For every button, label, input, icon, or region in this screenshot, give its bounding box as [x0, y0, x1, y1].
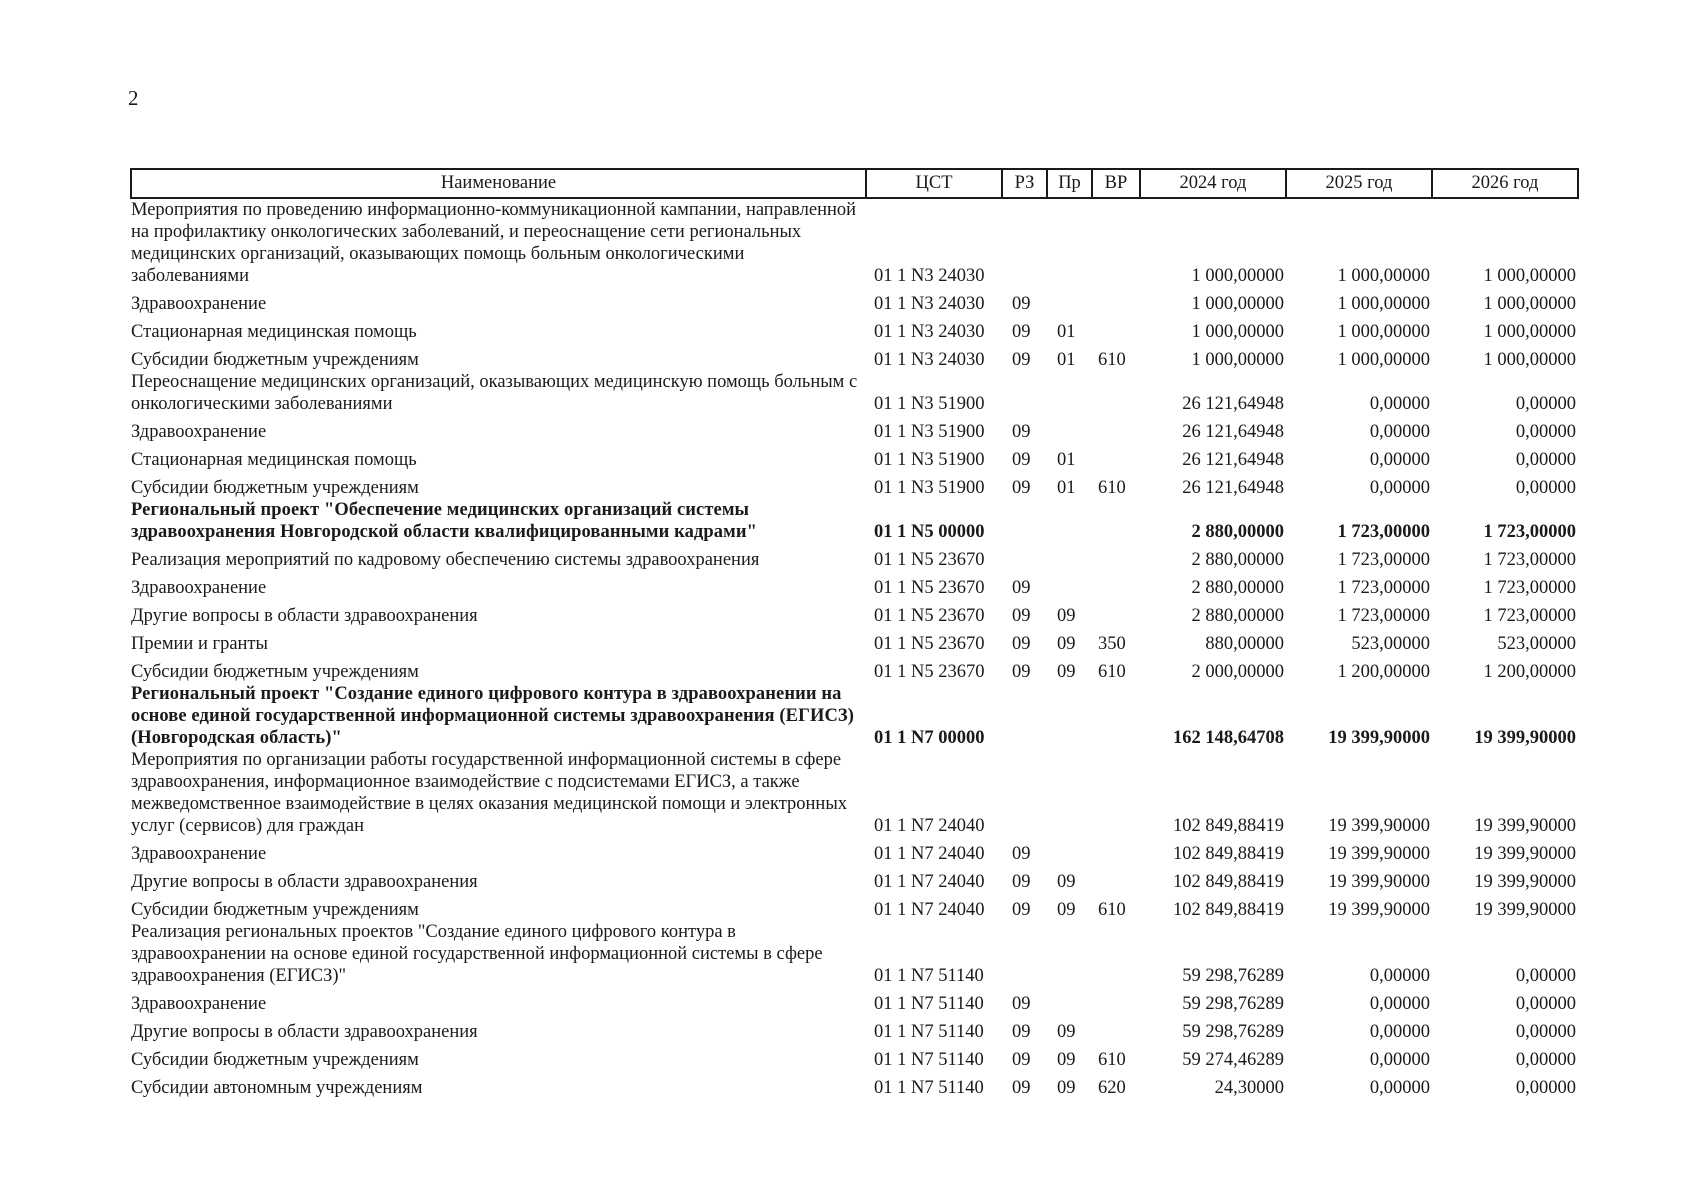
row-cst: 01 1 N5 23670: [874, 606, 985, 626]
row-vr: [1092, 571, 1140, 599]
row-vr: [1092, 415, 1140, 443]
table-row: [131, 599, 1578, 627]
table-row: [131, 749, 1578, 837]
row-2024: 102 849,88419: [1173, 900, 1284, 920]
row-cst: 01 1 N5 00000: [874, 522, 985, 542]
page-number: 2: [128, 86, 139, 110]
row-pr: [1047, 198, 1092, 287]
row-vr: [1092, 599, 1140, 627]
row-2024: 26 121,64948: [1182, 478, 1284, 498]
row-rz: 09: [1012, 606, 1031, 626]
row-cst: 01 1 N3 24030: [874, 266, 985, 286]
row-cst: 01 1 N7 24040: [874, 900, 985, 920]
row-pr: 01: [1057, 478, 1076, 498]
row-name: Другие вопросы в области здравоохранения: [131, 606, 478, 626]
row-2024: 24,30000: [1214, 1078, 1284, 1098]
row-2026: 1 723,00000: [1483, 578, 1576, 598]
row-2026: 0,00000: [1515, 394, 1576, 414]
row-rz: [1002, 683, 1047, 749]
row-rz: 09: [1012, 1050, 1031, 1070]
table-body: [131, 198, 1578, 1099]
row-2024: 102 849,88419: [1173, 872, 1284, 892]
row-2024: 880,00000: [1205, 634, 1284, 654]
row-2025: 19 399,90000: [1328, 728, 1430, 748]
row-2026: 0,00000: [1515, 1022, 1576, 1042]
row-2026: 1 000,00000: [1483, 350, 1576, 370]
row-2026: 19 399,90000: [1474, 844, 1576, 864]
row-rz: 09: [1012, 294, 1031, 314]
row-2025: 1 000,00000: [1337, 322, 1430, 342]
header-rz: РЗ: [1002, 169, 1047, 198]
row-2026: 19 399,90000: [1474, 728, 1576, 748]
row-2024: 59 298,76289: [1182, 966, 1284, 986]
row-vr: [1092, 443, 1140, 471]
row-2026: 0,00000: [1515, 450, 1576, 470]
table-row: [131, 1043, 1578, 1071]
row-2025: 0,00000: [1369, 1050, 1430, 1070]
row-pr: 09: [1057, 1078, 1076, 1098]
row-2026: 19 399,90000: [1474, 816, 1576, 836]
table-row: [131, 837, 1578, 865]
row-2025: 0,00000: [1369, 1022, 1430, 1042]
row-rz: [1002, 543, 1047, 571]
row-2025: 0,00000: [1369, 422, 1430, 442]
row-rz: 09: [1012, 422, 1031, 442]
row-2025: 19 399,90000: [1328, 900, 1430, 920]
row-pr: [1047, 415, 1092, 443]
table-row: [131, 343, 1578, 371]
header-2026: 2026 год: [1432, 169, 1578, 198]
row-rz: 09: [1012, 1022, 1031, 1042]
row-2026: 1 723,00000: [1483, 550, 1576, 570]
table-row: [131, 921, 1578, 987]
table-row: [131, 1071, 1578, 1099]
row-2025: 0,00000: [1369, 1078, 1430, 1098]
row-2024: 26 121,64948: [1182, 394, 1284, 414]
row-2024: 1 000,00000: [1191, 350, 1284, 370]
row-vr: [1092, 921, 1140, 987]
row-vr: [1092, 499, 1140, 543]
row-rz: [1002, 499, 1047, 543]
row-2026: 0,00000: [1515, 1050, 1576, 1070]
row-rz: 09: [1012, 900, 1031, 920]
table-row: [131, 571, 1578, 599]
row-cst: 01 1 N3 24030: [874, 322, 985, 342]
header-pr: Пр: [1047, 169, 1092, 198]
header-cst: ЦСТ: [866, 169, 1002, 198]
row-vr: 610: [1098, 662, 1126, 682]
row-vr: 610: [1098, 1050, 1126, 1070]
row-name: Мероприятия по проведению информационно-коммуникационной кампании, направленной на профилактику онкологических заболеваний, и переоснащение сети региональных медицинских организаций, оказывающих помощь больным онкологическими заболеваниями: [131, 200, 857, 286]
row-2025: 0,00000: [1369, 994, 1430, 1014]
table-row: [131, 371, 1578, 415]
row-rz: [1002, 198, 1047, 287]
row-cst: 01 1 N3 24030: [874, 294, 985, 314]
row-cst: 01 1 N7 24040: [874, 872, 985, 892]
row-name: Здравоохранение: [131, 294, 267, 314]
table-row: [131, 415, 1578, 443]
header-row: [131, 169, 1578, 198]
row-2024: 59 274,46289: [1182, 1050, 1284, 1070]
row-2024: 2 880,00000: [1191, 550, 1284, 570]
row-2026: 19 399,90000: [1474, 900, 1576, 920]
row-cst: 01 1 N3 24030: [874, 350, 985, 370]
row-2025: 19 399,90000: [1328, 816, 1430, 836]
row-rz: 09: [1012, 872, 1031, 892]
row-2026: 1 200,00000: [1483, 662, 1576, 682]
row-pr: [1047, 749, 1092, 837]
row-cst: 01 1 N7 24040: [874, 844, 985, 864]
budget-table: [130, 168, 1579, 1099]
row-name: Субсидии бюджетным учреждениям: [131, 900, 419, 920]
row-2025: 0,00000: [1369, 394, 1430, 414]
row-pr: 01: [1057, 450, 1076, 470]
table-row: [131, 287, 1578, 315]
row-cst: 01 1 N3 51900: [874, 394, 985, 414]
row-name: Переоснащение медицинских организаций, оказывающих медицинскую помощь больным с онкологическими заболеваниями: [131, 372, 858, 414]
row-vr: [1092, 315, 1140, 343]
row-vr: 350: [1098, 634, 1126, 654]
row-cst: 01 1 N3 51900: [874, 450, 985, 470]
row-2026: 0,00000: [1515, 478, 1576, 498]
row-2024: 2 000,00000: [1191, 662, 1284, 682]
row-2025: 1 000,00000: [1337, 266, 1430, 286]
row-name: Премии и гранты: [131, 634, 268, 654]
row-pr: [1047, 543, 1092, 571]
row-2025: 1 723,00000: [1337, 550, 1430, 570]
row-pr: 09: [1057, 606, 1076, 626]
row-pr: [1047, 287, 1092, 315]
row-rz: 09: [1012, 578, 1031, 598]
row-pr: 01: [1057, 350, 1076, 370]
row-2024: 162 148,64708: [1173, 728, 1284, 748]
row-cst: 01 1 N7 51140: [874, 1022, 984, 1042]
row-name: Субсидии бюджетным учреждениям: [131, 350, 419, 370]
row-vr: [1092, 543, 1140, 571]
row-name: Субсидии автономным учреждениям: [131, 1078, 423, 1098]
row-pr: 09: [1057, 634, 1076, 654]
row-2024: 2 880,00000: [1191, 522, 1284, 542]
table-row: [131, 499, 1578, 543]
row-2024: 1 000,00000: [1191, 322, 1284, 342]
row-2024: 26 121,64948: [1182, 422, 1284, 442]
row-vr: [1092, 837, 1140, 865]
row-vr: 620: [1098, 1078, 1126, 1098]
header-name: Наименование: [131, 169, 866, 198]
header-2025: 2025 год: [1286, 169, 1432, 198]
row-rz: 09: [1012, 994, 1031, 1014]
header-2024: 2024 год: [1140, 169, 1286, 198]
row-2025: 1 200,00000: [1337, 662, 1430, 682]
row-cst: 01 1 N5 23670: [874, 634, 985, 654]
row-cst: 01 1 N7 00000: [874, 728, 985, 748]
row-vr: [1092, 683, 1140, 749]
table-row: [131, 543, 1578, 571]
row-2026: 0,00000: [1515, 422, 1576, 442]
row-rz: [1002, 921, 1047, 987]
row-vr: 610: [1098, 478, 1126, 498]
row-name: Мероприятия по организации работы государственной информационной системы в сфере здравоохранения, информационное взаимодействие с подсистемами ЕГИСЗ, а также межведомственное взаимодействие в целях оказания медицинской помощи и электронных услуг (сервисов) для граждан: [131, 750, 847, 836]
row-pr: 09: [1057, 1022, 1076, 1042]
row-name: Субсидии бюджетным учреждениям: [131, 478, 419, 498]
row-pr: [1047, 683, 1092, 749]
row-2025: 523,00000: [1351, 634, 1430, 654]
table-row: [131, 443, 1578, 471]
row-2024: 26 121,64948: [1182, 450, 1284, 470]
row-vr: 610: [1098, 350, 1126, 370]
header-vr: ВР: [1092, 169, 1140, 198]
row-pr: [1047, 571, 1092, 599]
row-name: Региональный проект "Обеспечение медицинских организаций системы здравоохранения Новгородской области квалифицированными кадрами": [131, 500, 757, 542]
row-pr: 09: [1057, 1050, 1076, 1070]
row-2024: 102 849,88419: [1173, 816, 1284, 836]
row-pr: 09: [1057, 900, 1076, 920]
row-2026: 1 000,00000: [1483, 294, 1576, 314]
row-2026: 0,00000: [1515, 1078, 1576, 1098]
row-vr: [1092, 371, 1140, 415]
row-name: Субсидии бюджетным учреждениям: [131, 1050, 419, 1070]
row-2026: 1 723,00000: [1483, 522, 1576, 542]
row-pr: [1047, 987, 1092, 1015]
row-pr: 01: [1057, 322, 1076, 342]
table-row: [131, 315, 1578, 343]
row-name: Реализация мероприятий по кадровому обеспечению системы здравоохранения: [131, 550, 760, 570]
row-cst: 01 1 N3 51900: [874, 478, 985, 498]
row-name: Здравоохранение: [131, 578, 267, 598]
table-row: [131, 471, 1578, 499]
row-rz: 09: [1012, 662, 1031, 682]
row-2025: 19 399,90000: [1328, 872, 1430, 892]
row-pr: [1047, 837, 1092, 865]
row-vr: [1092, 198, 1140, 287]
row-vr: [1092, 1015, 1140, 1043]
table-row: [131, 683, 1578, 749]
table-header: [131, 169, 1578, 198]
row-rz: 09: [1012, 322, 1031, 342]
row-pr: [1047, 371, 1092, 415]
table-row: [131, 865, 1578, 893]
row-name: Другие вопросы в области здравоохранения: [131, 1022, 478, 1042]
table-row: [131, 655, 1578, 683]
row-rz: 09: [1012, 350, 1031, 370]
table-row: [131, 627, 1578, 655]
row-vr: [1092, 865, 1140, 893]
row-rz: 09: [1012, 1078, 1031, 1098]
row-name: Стационарная медицинская помощь: [131, 450, 417, 470]
table-row: [131, 987, 1578, 1015]
row-cst: 01 1 N3 51900: [874, 422, 985, 442]
row-pr: [1047, 499, 1092, 543]
row-2025: 0,00000: [1369, 966, 1430, 986]
row-cst: 01 1 N7 51140: [874, 994, 984, 1014]
row-2025: 1 723,00000: [1337, 606, 1430, 626]
row-cst: 01 1 N7 24040: [874, 816, 985, 836]
row-rz: 09: [1012, 450, 1031, 470]
table-row: [131, 893, 1578, 921]
row-2026: 1 000,00000: [1483, 322, 1576, 342]
row-2024: 2 880,00000: [1191, 606, 1284, 626]
row-2024: 59 298,76289: [1182, 1022, 1284, 1042]
row-cst: 01 1 N7 51140: [874, 1078, 984, 1098]
row-vr: [1092, 749, 1140, 837]
row-pr: 09: [1057, 662, 1076, 682]
row-name: Другие вопросы в области здравоохранения: [131, 872, 478, 892]
row-2026: 0,00000: [1515, 966, 1576, 986]
row-name: Здравоохранение: [131, 844, 267, 864]
row-2026: 523,00000: [1497, 634, 1576, 654]
row-vr: [1092, 987, 1140, 1015]
row-2024: 2 880,00000: [1191, 578, 1284, 598]
row-rz: 09: [1012, 634, 1031, 654]
row-name: Реализация региональных проектов "Создание единого цифрового контура в здравоохранении на основе единой государственной информационной системы в сфере здравоохранения (ЕГИСЗ)": [131, 922, 823, 986]
row-name: Региональный проект "Создание единого цифрового контура в здравоохранении на основе единой государственной информационной системы здравоохранения (ЕГИСЗ) (Новгородская область)": [131, 684, 855, 748]
row-2025: 0,00000: [1369, 478, 1430, 498]
row-2025: 1 000,00000: [1337, 350, 1430, 370]
row-rz: [1002, 371, 1047, 415]
row-cst: 01 1 N5 23670: [874, 662, 985, 682]
row-2026: 1 723,00000: [1483, 606, 1576, 626]
row-name: Здравоохранение: [131, 994, 267, 1014]
row-pr: 09: [1057, 872, 1076, 892]
row-cst: 01 1 N7 51140: [874, 1050, 984, 1070]
row-name: Здравоохранение: [131, 422, 267, 442]
row-rz: 09: [1012, 478, 1031, 498]
row-2026: 0,00000: [1515, 994, 1576, 1014]
row-cst: 01 1 N5 23670: [874, 578, 985, 598]
row-name: Субсидии бюджетным учреждениям: [131, 662, 419, 682]
table-row: [131, 198, 1578, 287]
row-2024: 102 849,88419: [1173, 844, 1284, 864]
row-2025: 0,00000: [1369, 450, 1430, 470]
row-2026: 1 000,00000: [1483, 266, 1576, 286]
row-rz: [1002, 749, 1047, 837]
table-row: [131, 1015, 1578, 1043]
row-pr: [1047, 921, 1092, 987]
row-2024: 59 298,76289: [1182, 994, 1284, 1014]
row-2024: 1 000,00000: [1191, 294, 1284, 314]
row-cst: 01 1 N5 23670: [874, 550, 985, 570]
row-2026: 19 399,90000: [1474, 872, 1576, 892]
row-2025: 19 399,90000: [1328, 844, 1430, 864]
row-vr: 610: [1098, 900, 1126, 920]
row-name: Стационарная медицинская помощь: [131, 322, 417, 342]
row-2024: 1 000,00000: [1191, 266, 1284, 286]
row-rz: 09: [1012, 844, 1031, 864]
row-cst: 01 1 N7 51140: [874, 966, 984, 986]
row-2025: 1 723,00000: [1337, 522, 1430, 542]
row-2025: 1 723,00000: [1337, 578, 1430, 598]
row-vr: [1092, 287, 1140, 315]
row-2025: 1 000,00000: [1337, 294, 1430, 314]
